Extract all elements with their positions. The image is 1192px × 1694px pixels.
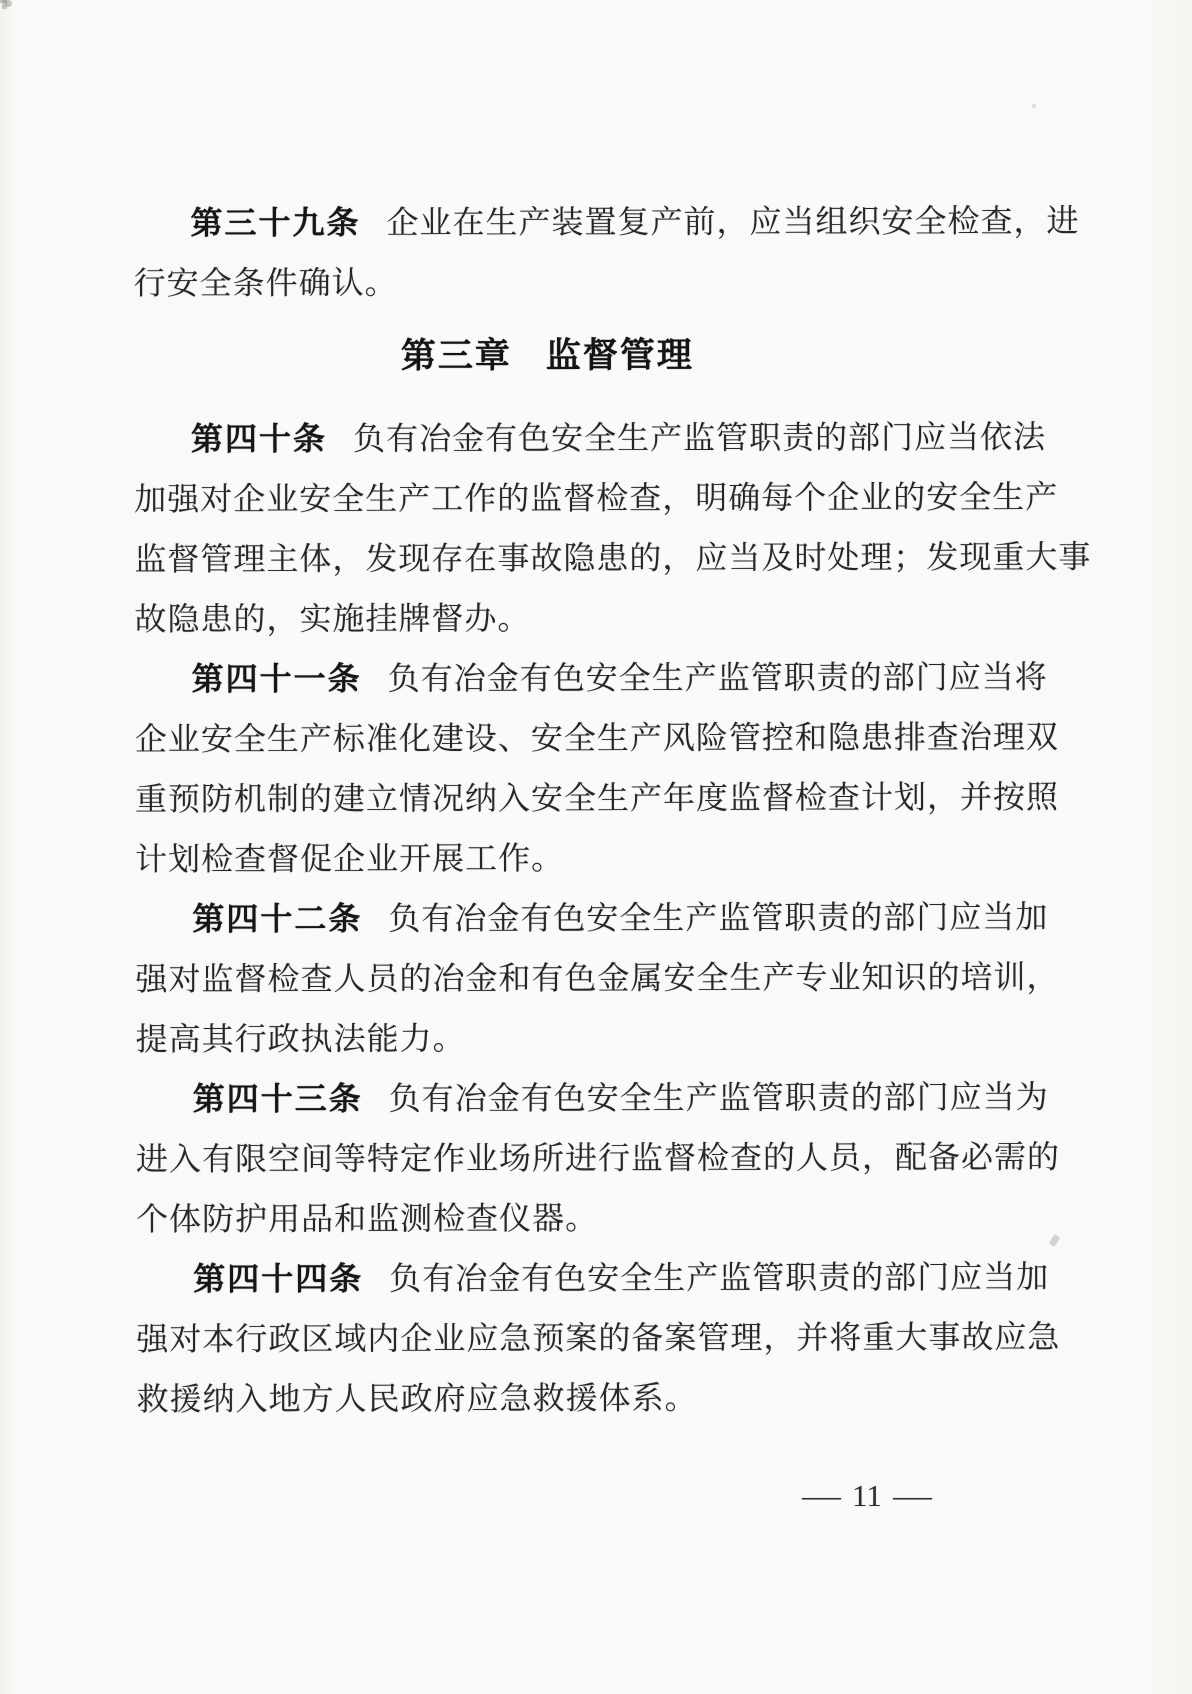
article-43-label: 第四十三条 xyxy=(192,1080,363,1118)
article-40-line-4: 故隐患的，实施挂牌督办。 xyxy=(134,600,531,638)
article-42-line-2: 强对监督检查人员的冶金和有色金属安全生产专业知识的培训， xyxy=(135,958,1060,998)
scan-artifact xyxy=(1049,1234,1061,1247)
article-44-line-1 xyxy=(136,1247,1050,1309)
article-41-line-2: 企业安全生产标准化建设、安全生产风险管控和隐患排查治理双 xyxy=(134,718,1059,758)
article-40-text-1: 负有冶金有色安全生产监管职责的部门应当依法 xyxy=(352,418,1047,457)
article-41-label: 第四十一条 xyxy=(191,660,362,698)
article-43-line-2: 进入有限空间等特定作业场所进行监督检查的人员，配备必需的 xyxy=(135,1138,1060,1178)
article-41-line-4: 计划检查督促企业开展工作。 xyxy=(135,840,565,878)
article-42-line-1 xyxy=(135,887,1049,949)
page-number-dash-left: — xyxy=(802,1478,841,1513)
chapter-title: 监督管理 xyxy=(545,335,694,376)
article-44-line-3: 救援纳入地方人民政府应急救援体系。 xyxy=(136,1379,698,1418)
chapter-heading xyxy=(134,325,1039,387)
article-41-text-1: 负有冶金有色安全生产监管职责的部门应当将 xyxy=(387,658,1048,697)
article-42-text-1: 负有冶金有色安全生产监管职责的部门应当加 xyxy=(388,898,1049,937)
article-43-line-1 xyxy=(136,1067,1049,1129)
article-44-label: 第四十四条 xyxy=(193,1260,364,1298)
article-39-text-1: 企业在生产装置复产前，应当组织安全检查，进 xyxy=(386,202,1080,241)
page-number xyxy=(802,1478,932,1514)
article-39-line-1 xyxy=(133,191,1080,253)
article-43-line-3: 个体防护用品和监测检查仪器。 xyxy=(136,1199,599,1238)
chapter-number: 第三章 xyxy=(400,336,512,376)
page-number-dash-right: — xyxy=(892,1478,932,1513)
page-number-value: 11 xyxy=(852,1478,882,1513)
article-40-line-3: 监督管理主体，发现存在事故隐患的，应当及时处理；发现重大事 xyxy=(134,538,1092,578)
article-41-line-3: 重预防机制的建立情况纳入安全生产年度监督检查计划，并按照 xyxy=(134,778,1060,818)
article-39-label: 第三十九条 xyxy=(190,204,361,242)
article-39-line-2: 行安全条件确认。 xyxy=(133,264,398,302)
article-40-label: 第四十条 xyxy=(190,420,328,458)
article-44-text-1: 负有冶金有色安全生产监管职责的部门应当加 xyxy=(389,1258,1050,1297)
article-42-line-3: 提高其行政执法能力。 xyxy=(135,1020,466,1058)
article-43-text-1: 负有冶金有色安全生产监管职责的部门应当为 xyxy=(388,1078,1049,1117)
article-44-line-2: 强对本行政区域内企业应急预案的备案管理，并将重大事故应急 xyxy=(136,1318,1061,1358)
article-41-line-1 xyxy=(135,647,1048,709)
scan-artifact xyxy=(1032,104,1036,108)
scan-artifact xyxy=(5,0,12,7)
article-40-line-1 xyxy=(134,407,1047,469)
document-body xyxy=(133,191,1092,1429)
article-42-label: 第四十二条 xyxy=(192,900,363,938)
article-40-line-2: 加强对企业安全生产工作的监督检查，明确每个企业的安全生产 xyxy=(134,478,1059,518)
